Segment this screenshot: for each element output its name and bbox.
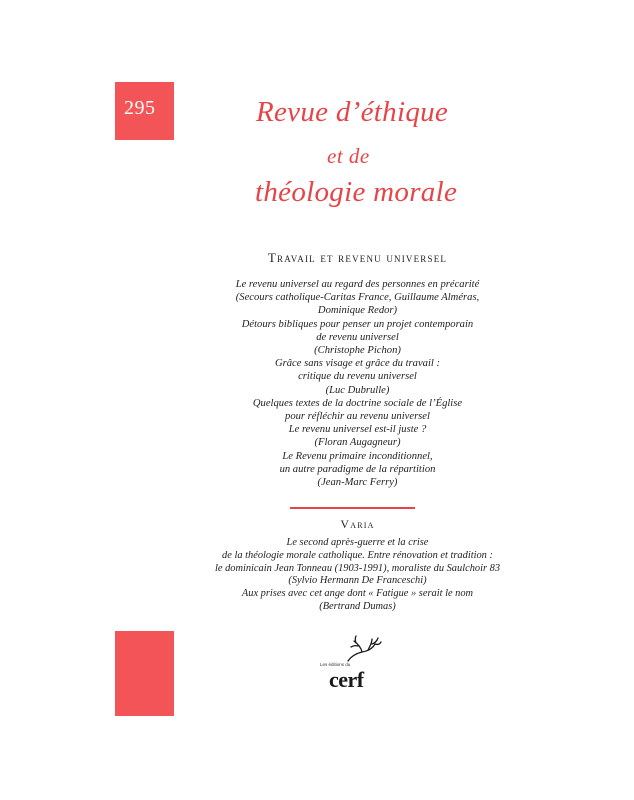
bottom-color-block [115, 631, 174, 716]
article-line: (Secours catholique-Caritas France, Guillaume Alméras, [235, 292, 480, 304]
article-line: (Luc Dubrulle) [325, 384, 390, 396]
article-line: (Jean-Marc Ferry) [317, 477, 398, 489]
article-line: Détours bibliques pour penser un projet contemporain [241, 318, 474, 330]
article-line: Dominique Redor) [317, 305, 398, 317]
journal-title-line3: théologie morale [255, 176, 458, 208]
varia-heading: Varia [340, 517, 375, 531]
article-line: de revenu universel [316, 331, 399, 343]
section-divider [290, 507, 415, 509]
journal-title-line1: Revue d’éthique [256, 96, 449, 128]
issue-number: 295 [124, 97, 156, 119]
article-line: Le revenu universel au regard des personnes en précarité [235, 279, 480, 290]
theme-article-list [205, 278, 510, 489]
theme-heading: Travail et revenu universel [267, 250, 448, 265]
article-line: critique du revenu universel [298, 371, 417, 383]
publisher-logo [320, 635, 390, 697]
journal-cover [115, 82, 510, 716]
article-line: Quelques textes de la doctrine sociale de l’Église [252, 397, 463, 409]
article-line: un autre paradigme de la répartition [279, 463, 436, 475]
article-line: pour réfléchir au revenu universel [285, 411, 430, 423]
varia-line: (Sylvio Hermann De Franceschi) [288, 575, 427, 587]
varia-line: le dominicain Jean Tonneau (1903-1991), moraliste du Saulchoir 83 [214, 562, 501, 574]
varia-line: (Bertrand Dumas) [319, 600, 396, 612]
varia-line: Aux prises avec cet ange dont « Fatigue » serait le nom [241, 588, 474, 600]
varia-line: Le second après-guerre et la crise [286, 537, 429, 548]
article-line: Le revenu universel est-il juste ? [288, 424, 427, 436]
article-line: Le Revenu primaire inconditionnel, [282, 450, 433, 462]
article-line: Grâce sans visage et grâce du travail : [274, 358, 441, 370]
varia-article-list [205, 537, 510, 614]
issue-number-block [115, 82, 174, 140]
article-line: (Floran Augagneur) [314, 437, 401, 449]
varia-line: de la théologie morale catholique. Entre rénovation et tradition : [222, 549, 493, 561]
publisher-tagline: Les éditions du [320, 662, 351, 667]
article-line: (Christophe Pichon) [314, 345, 401, 357]
deer-antler-icon [342, 635, 382, 663]
publisher-name: cerf [329, 667, 364, 692]
journal-title-line2: et de [327, 144, 370, 168]
